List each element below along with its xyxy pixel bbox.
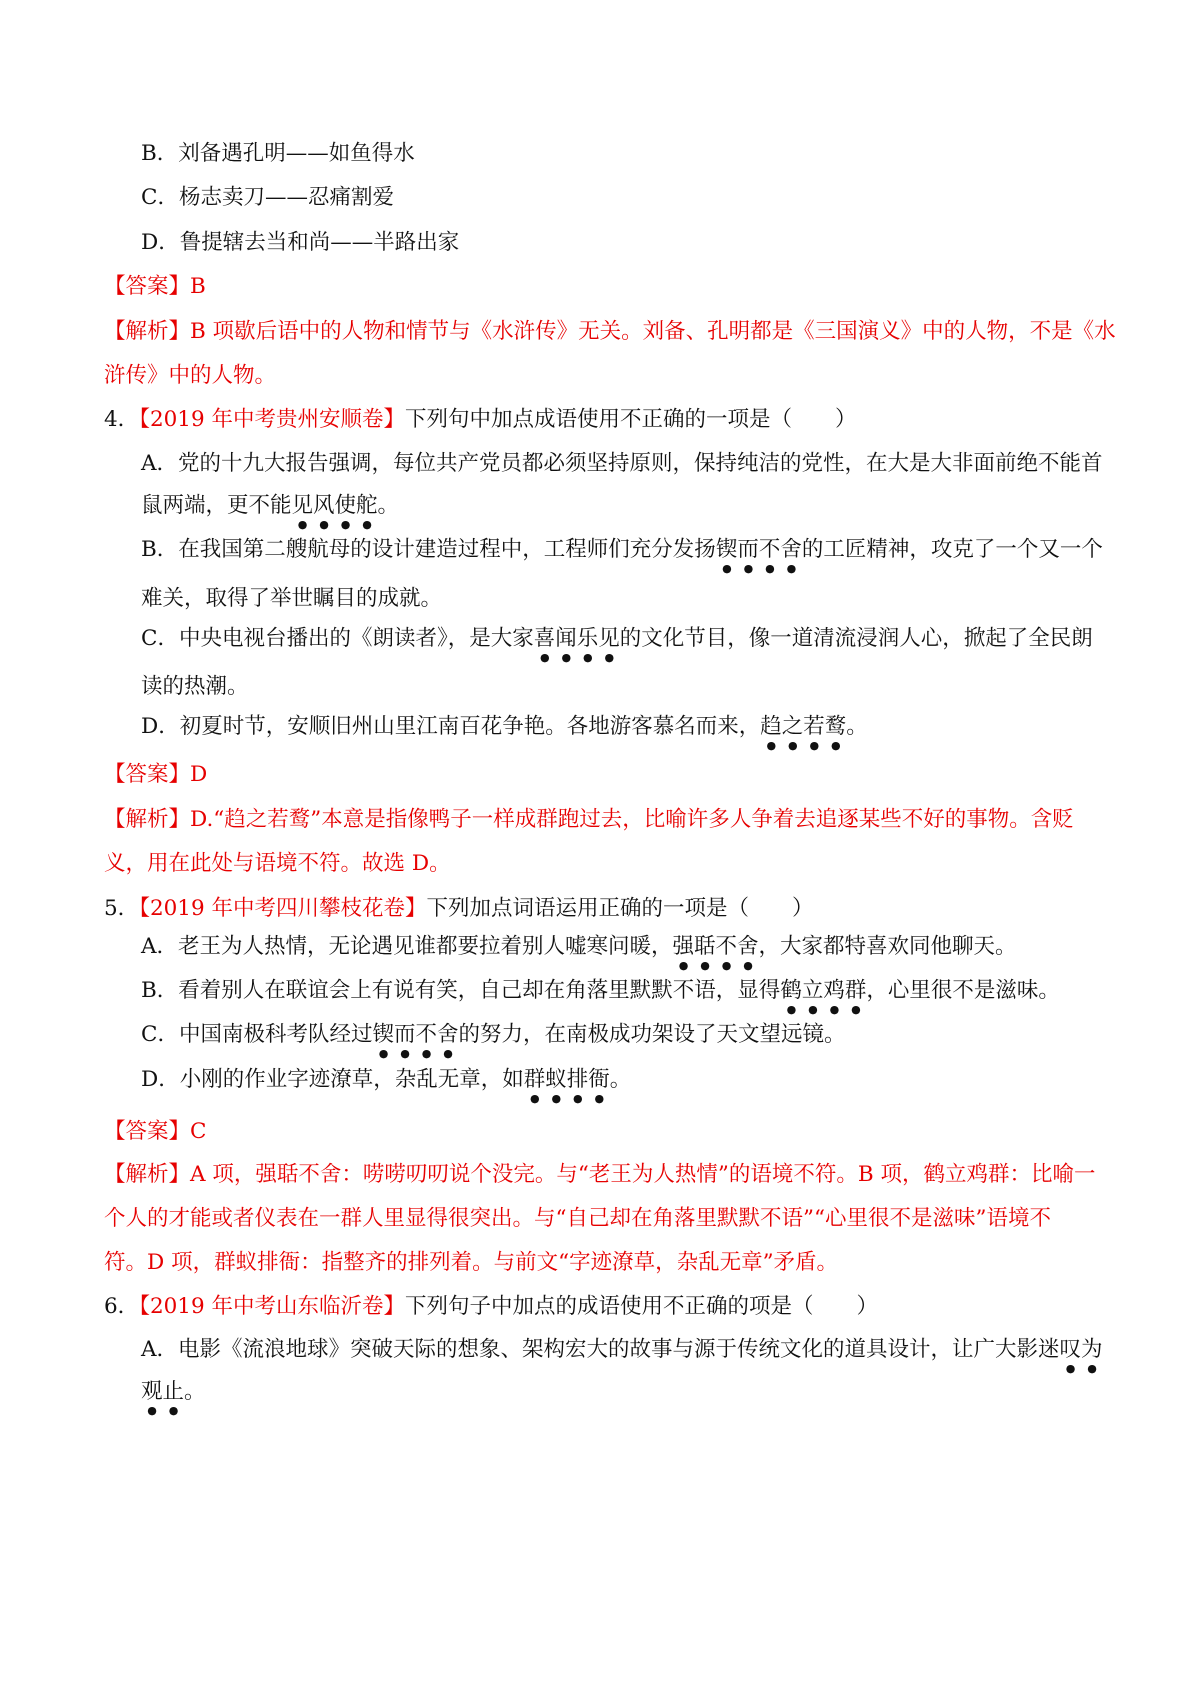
q5-number: 5．: [104, 896, 140, 921]
q4-number: 4．: [104, 407, 140, 432]
q4-answer: 【答案】D: [104, 762, 208, 787]
q6-stem: 下列句子中加点的成语使用不正确的项是（ ）: [405, 1294, 879, 1319]
q5-option-d-end: 。: [609, 1067, 632, 1092]
q5-option-b-text: B．看着别人在联谊会上有说有笑，自己却在角落里默默不语，显得: [141, 978, 781, 1003]
q5-analysis-line-1: 【解析】A 项，强聒不舍：唠唠叨叨说个没完。与“老王为人热情”的语境不符。B 项，鹤立鸡群：比喻一: [104, 1162, 1096, 1187]
q4-source: 【2019 年中考贵州安顺卷】: [139, 407, 405, 432]
q5-source: 【2019 年中考四川攀枝花卷】: [139, 896, 427, 921]
q3-option-b: B．刘备遇孔明——如鱼得水: [141, 141, 415, 166]
q4-option-d-end: 。: [846, 714, 868, 739]
q3-option-c: C．杨志卖刀——忍痛割爱: [141, 185, 394, 210]
q4-option-b-text-end: 的工匠精神，攻克了一个又一个: [801, 537, 1103, 562]
q5-option-c: [141, 1020, 845, 1060]
q4-option-c-text-end: 的文化节目，像一道清流浸润人心，掀起了全民朗: [619, 626, 1093, 651]
q4-question: [104, 405, 857, 435]
q4-option-b-text: B．在我国第二艘航母的设计建造过程中，工程师们充分发扬: [141, 537, 716, 562]
q3-analysis-line-2: 浒传》中的人物。: [104, 363, 277, 388]
q4-option-c-idiom: 喜闻乐见: [533, 626, 620, 651]
q5-answer: 【答案】C: [104, 1119, 207, 1144]
q6-question: [104, 1292, 878, 1322]
q4-stem: 下列句中加点成语使用不正确的一项是（ ）: [405, 407, 857, 432]
q5-option-d-idiom: 群蚁排衙: [523, 1067, 610, 1092]
q4-option-b-idiom: 锲而不舍: [715, 537, 802, 562]
q5-option-a: [141, 932, 1017, 972]
q4-option-b-line-1: [141, 535, 1103, 575]
q3-answer: 【答案】B: [104, 274, 206, 299]
q4-option-b-line-2: 难关，取得了举世瞩目的成就。: [141, 586, 443, 611]
q6-option-a-idiom-part-2: 观止: [141, 1379, 185, 1404]
q6-number: 6．: [104, 1294, 140, 1319]
q4-option-c-text: C．中央电视台播出的《朗读者》，是大家: [141, 626, 534, 651]
q5-option-c-text-end: 的努力，在南极成功架设了天文望远镜。: [458, 1022, 846, 1047]
q5-question: [104, 894, 814, 924]
q5-option-a-text: A．老王为人热情，无论遇见谁都要拉着别人嘘寒问暖，: [141, 934, 673, 959]
q4-option-a-line-1: A．党的十九大报告强调，每位共产党员都必须坚持原则，保持纯洁的党性，在大是大非面前绝不能首: [141, 451, 1103, 476]
q5-option-b-idiom: 鹤立鸡群: [780, 978, 867, 1003]
q5-option-a-idiom: 强聒不舍: [672, 934, 759, 959]
q4-option-c-line-2: 读的热潮。: [141, 674, 249, 699]
q4-option-d-idiom: 趋之若鹜: [760, 714, 847, 739]
q6-option-a-end: 。: [184, 1379, 206, 1404]
q6-option-a-line-1: [141, 1335, 1103, 1375]
q5-option-a-text-end: ，大家都特喜欢同他聊天。: [758, 934, 1017, 959]
q4-option-a-end: 。: [377, 493, 400, 518]
q5-option-d: [141, 1065, 631, 1105]
q3-analysis-line-1: 【解析】B 项歇后语中的人物和情节与《水浒传》无关。刘备、孔明都是《三国演义》中的人物，不是《水: [104, 319, 1116, 344]
q5-option-d-text: D．小刚的作业字迹潦草，杂乱无章，如: [141, 1067, 524, 1092]
q5-stem: 下列加点词语运用正确的一项是（ ）: [426, 896, 814, 921]
q5-analysis-line-2: 个人的才能或者仪表在一群人里显得很突出。与“自己却在角落里默默不语”“心里很不是滋味”语境不: [104, 1206, 1051, 1231]
q5-option-c-idiom: 锲而不舍: [372, 1022, 459, 1047]
q6-option-a-line-2: [141, 1377, 206, 1417]
q6-option-a-idiom-part-1: 叹为: [1059, 1337, 1103, 1362]
q5-option-c-text: C．中国南极科考队经过: [141, 1022, 373, 1047]
q5-analysis-line-3: 符。D 项，群蚁排衙：指整齐的排列着。与前文“字迹潦草，杂乱无章”矛盾。: [104, 1250, 839, 1275]
q4-option-a-idiom: 见风使舵: [291, 493, 378, 518]
q4-option-d: [141, 712, 868, 752]
q4-analysis-line-2: 义，用在此处与语境不符。故选 D。: [104, 851, 451, 876]
q4-option-a-text: 鼠两端，更不能: [141, 493, 292, 518]
q6-source: 【2019 年中考山东临沂卷】: [139, 1294, 405, 1319]
q4-option-a-line-2: [141, 491, 399, 531]
q4-option-d-text: D．初夏时节，安顺旧州山里江南百花争艳。各地游客慕名而来，: [141, 714, 761, 739]
q3-option-d: D．鲁提辖去当和尚——半路出家: [141, 230, 460, 255]
q6-option-a-text: A．电影《流浪地球》突破天际的想象、架构宏大的故事与源于传统文化的道具设计，让广大影迷: [141, 1337, 1060, 1362]
q5-option-b: [141, 976, 1060, 1016]
q4-analysis-line-1: 【解析】D.“趋之若鹜”本意是指像鸭子一样成群跑过去，比喻许多人争着去追逐某些不好的事物。含贬: [104, 807, 1074, 832]
q5-option-b-text-end: ，心里很不是滋味。: [866, 978, 1060, 1003]
q4-option-c-line-1: [141, 624, 1093, 664]
